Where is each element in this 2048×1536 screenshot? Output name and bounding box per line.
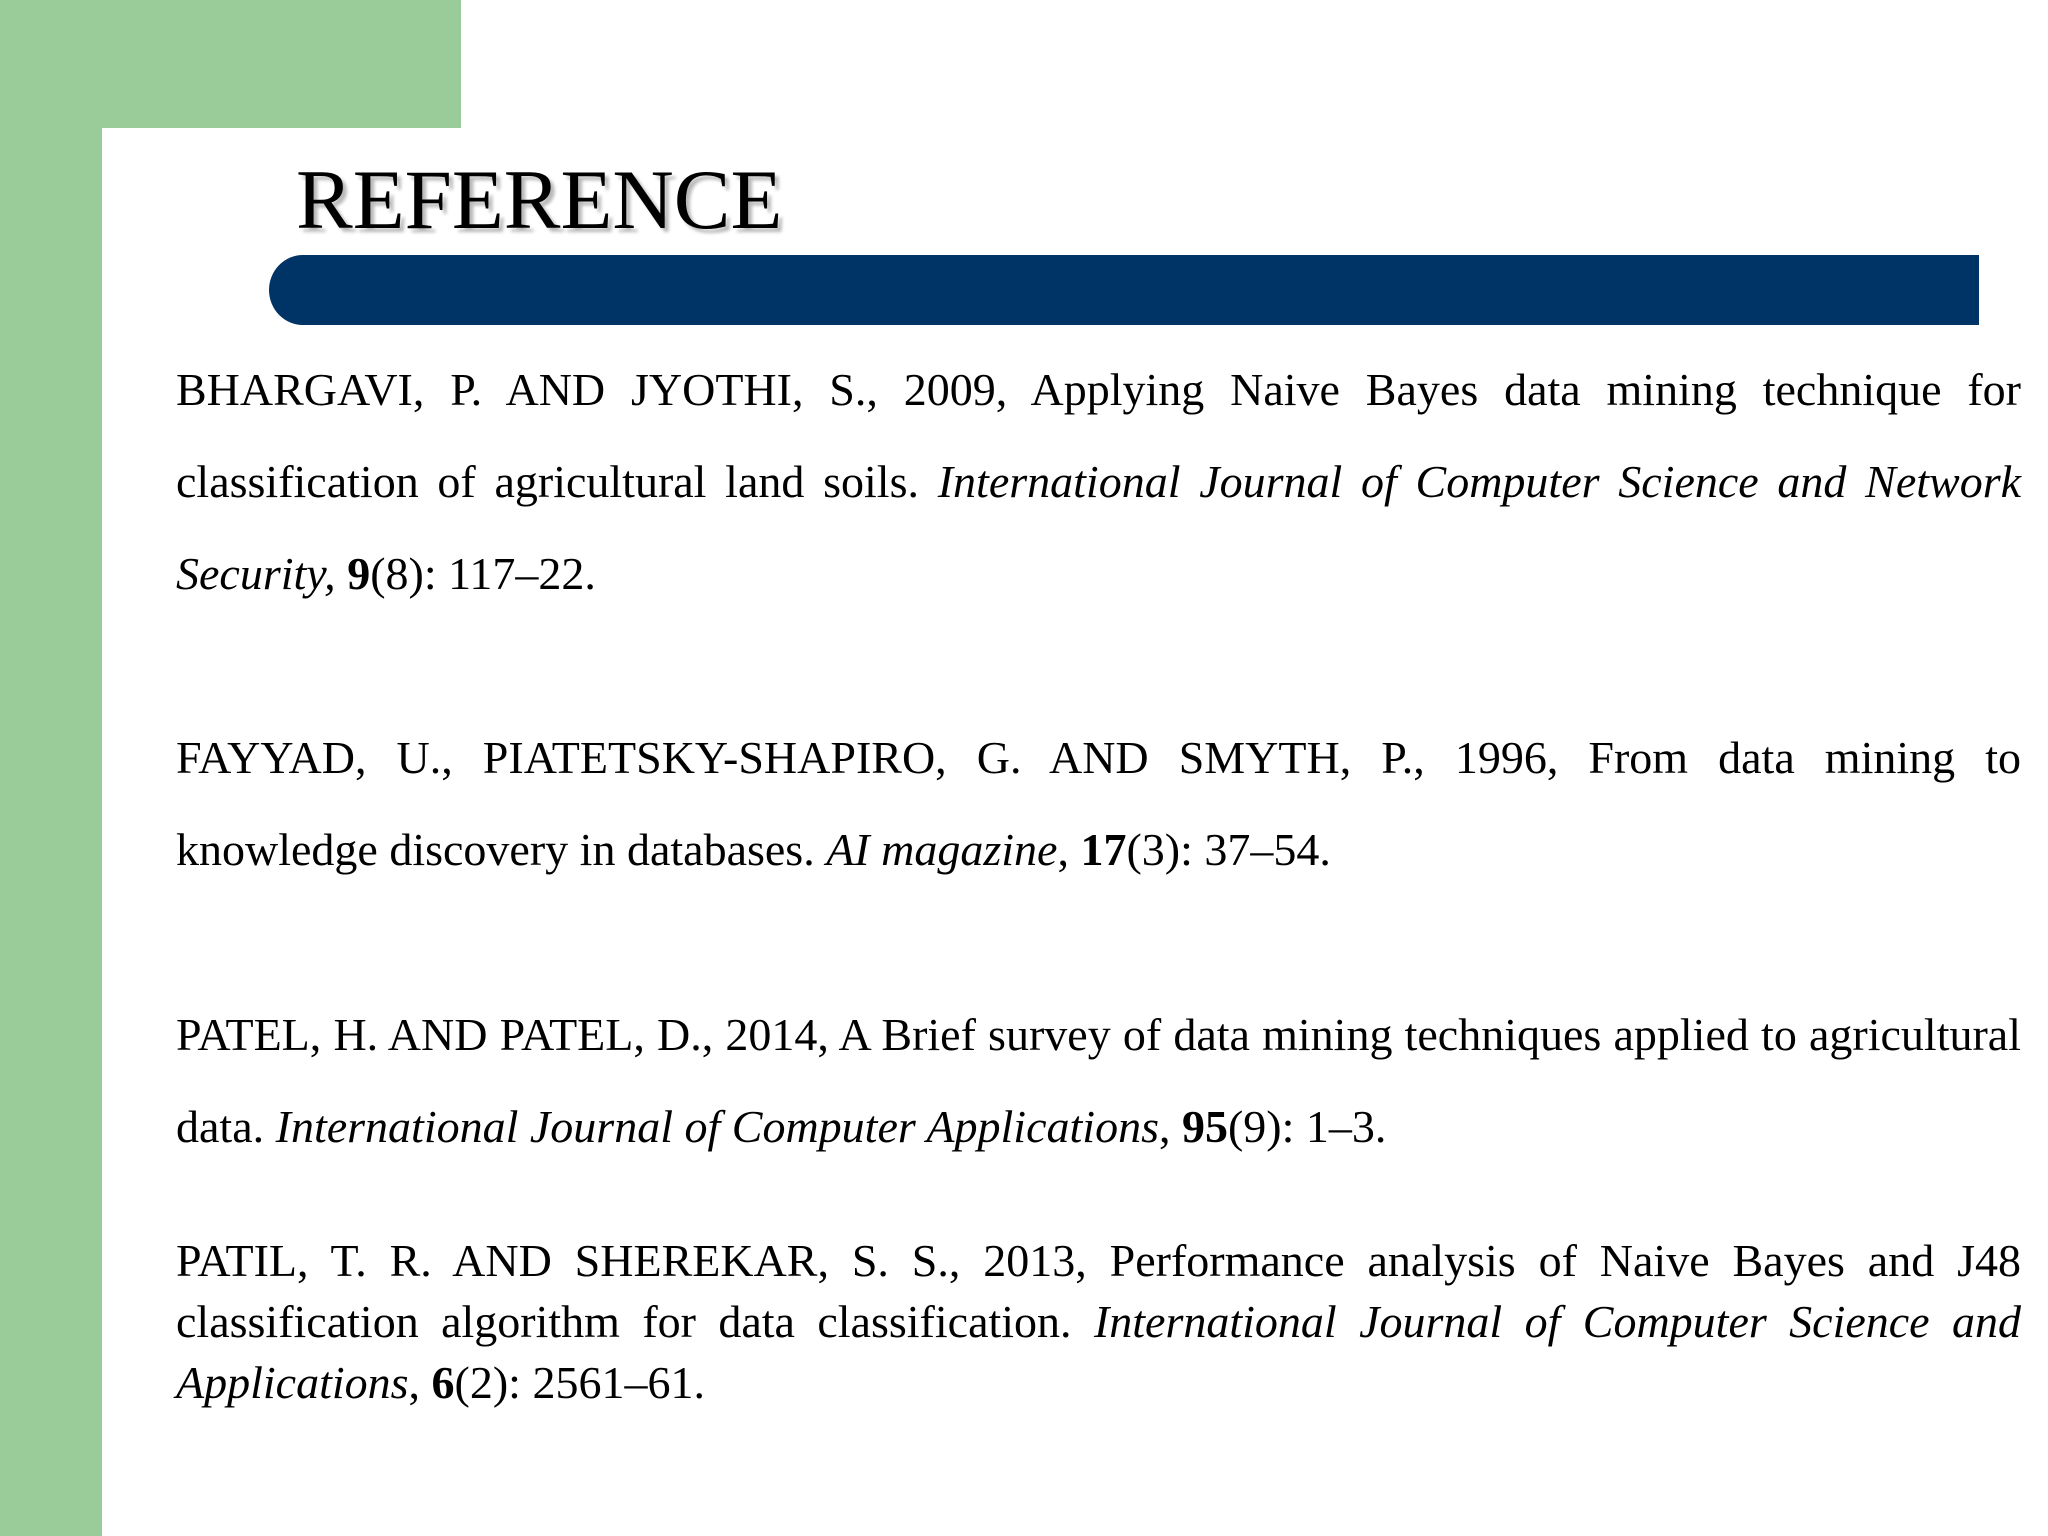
reference-entry: FAYYAD, U., PIATETSKY-SHAPIRO, G. AND SMYTH, P., 1996, From data mining to knowledge discovery in databases. AI magazine, 17(3): 37–54. [176, 732, 2021, 875]
reference-volume: 9 [347, 548, 371, 599]
reference-journal: International Journal of Computer Science and Applications [176, 1296, 2021, 1408]
title-underline-bar [269, 255, 1979, 325]
reference-issue-pages: (8): 117–22. [370, 548, 596, 599]
reference-issue-pages: (3): 37–54. [1126, 824, 1331, 875]
reference-text: PATEL, H. AND PATEL, D., 2014, A Brief survey of data mining techniques applied to agricultural data. [176, 1009, 2021, 1152]
slide-title: REFERENCE [296, 153, 783, 247]
reference-entry: PATIL, T. R. AND SHEREKAR, S. S., 2013, Performance analysis of Naive Bayes and J48 classification algorithm for data classification. International Journal of Computer Science and Applications, 6(2): 2561–61. [176, 1235, 2021, 1408]
reference-text: BHARGAVI, P. AND JYOTHI, S., 2009, Applying Naive Bayes data mining technique for classification of agricultural land soils. [176, 364, 2021, 507]
reference-issue-pages: (2): 2561–61. [454, 1357, 705, 1408]
reference-volume: 95 [1181, 1101, 1228, 1152]
reference-volume: 6 [431, 1357, 455, 1408]
reference-journal: International Journal of Computer Applications [275, 1101, 1159, 1152]
green-side-bar [0, 0, 102, 1536]
reference-entry [176, 344, 2021, 620]
reference-text: FAYYAD, U., PIATETSKY-SHAPIRO, G. AND SMYTH, P., 1996, From data mining to knowledge discovery in databases. [176, 732, 2021, 875]
reference-entry: PATEL, H. AND PATEL, D., 2014, A Brief survey of data mining techniques applied to agricultural data. International Journal of Computer Applications, 95(9): 1–3. [176, 1009, 2021, 1152]
reference-text: PATIL, T. R. AND SHEREKAR, S. S., 2013, Performance analysis of Naive Bayes and J48 classification algorithm for data classification. [176, 1235, 2021, 1347]
reference-journal: International Journal of Computer Science and Network Security, [176, 456, 2022, 599]
reference-volume: 17 [1080, 824, 1127, 875]
reference-issue-pages: (9): 1–3. [1227, 1101, 1387, 1152]
reference-journal: AI magazine [826, 824, 1058, 875]
